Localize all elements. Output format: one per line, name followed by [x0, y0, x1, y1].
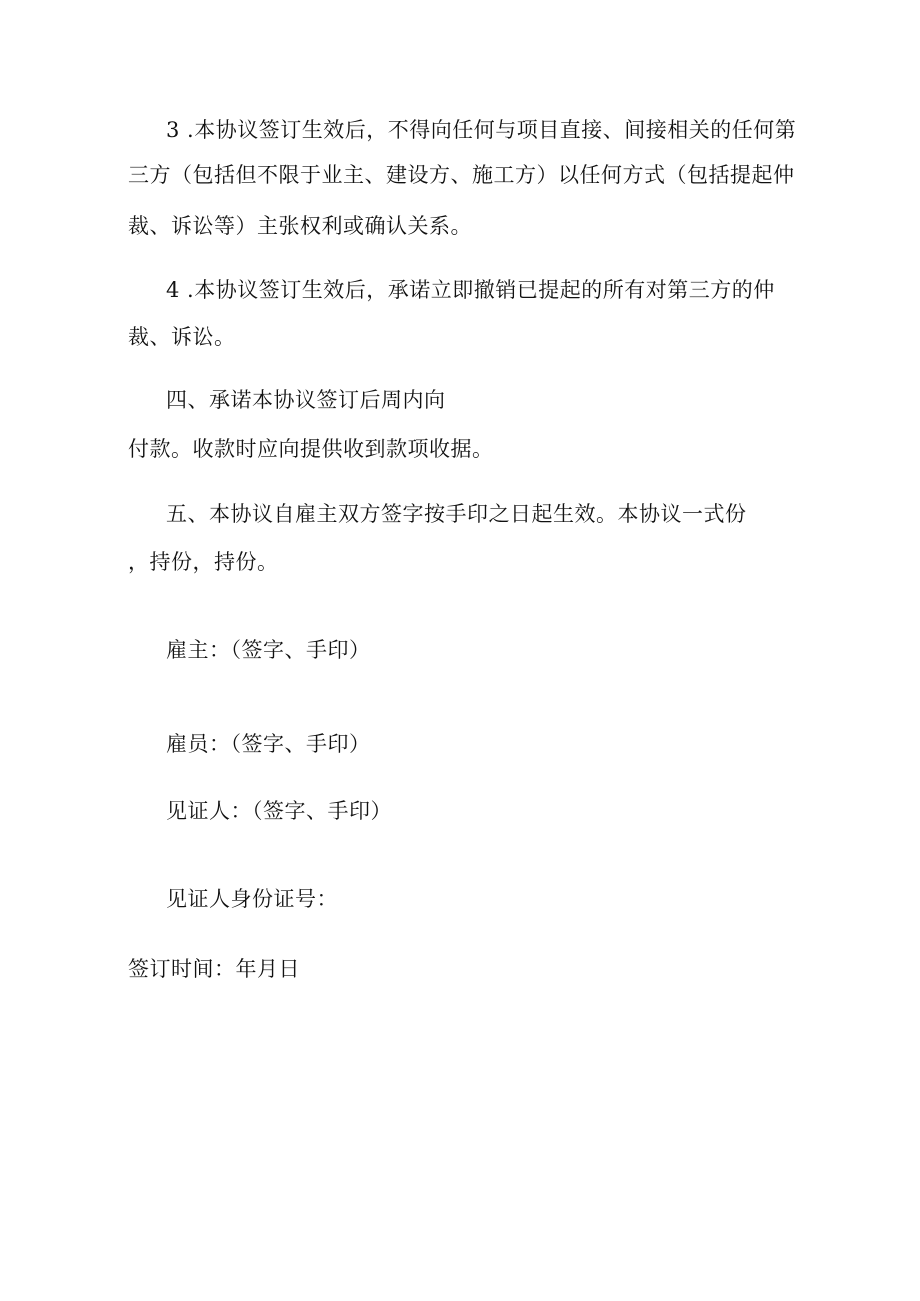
- witness-signature-label: 见证人：（签字、手印）: [166, 799, 392, 823]
- section-4-line-1: 四、承诺本协议签订后周内向: [166, 388, 446, 412]
- clause-3-line-1: 3 .本协议签订生效后，不得向任何与项目直接、间接相关的任何第: [166, 118, 797, 142]
- sign-date-label: 签订时间：年月日: [128, 957, 300, 981]
- employer-signature-label: 雇主：（签字、手印）: [166, 638, 371, 662]
- clause-4-line-2: 裁、诉讼。: [128, 325, 236, 349]
- witness-id-label: 见证人身份证号：: [166, 887, 338, 911]
- employee-signature-label: 雇员：（签字、手印）: [166, 732, 371, 756]
- clause-4-line-1: 4 .本协议签订生效后，承诺立即撤销已提起的所有对第三方的仲: [166, 278, 775, 302]
- section-4-line-2: 付款。收款时应向提供收到款项收据。: [128, 437, 494, 461]
- section-5-line-1: 五、本协议自雇主双方签字按手印之日起生效。本协议一式份: [166, 502, 747, 526]
- clause-3-line-3: 裁、诉讼等）主张权利或确认关系。: [128, 214, 472, 238]
- section-5-line-2: ，持份，持份。: [128, 550, 279, 574]
- clause-3-line-2: 三方（包括但不限于业主、建设方、施工方）以任何方式（包括提起仲: [128, 163, 795, 187]
